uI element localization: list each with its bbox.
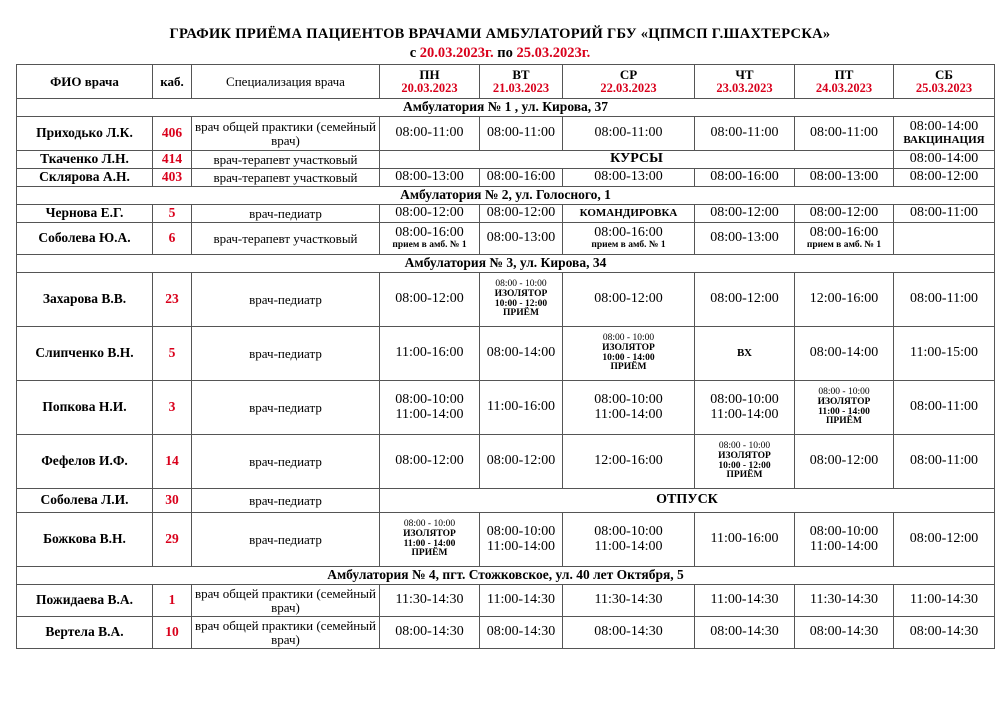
- table-row: [17, 585, 995, 617]
- table-row: [17, 381, 995, 435]
- cell-wed: [563, 327, 695, 381]
- cell-sat: [894, 223, 995, 255]
- section-row: [17, 255, 995, 273]
- cell-mon: 08:00-12:00: [380, 205, 480, 223]
- specialization: врач общей практики (семейный врач): [192, 617, 380, 649]
- cell-mon: [380, 223, 480, 255]
- cell-tue: 08:00-13:00: [480, 223, 563, 255]
- section-title: Амбулатория № 3, ул. Кирова, 34: [17, 255, 995, 273]
- cell-line: 10:00 - 12:00: [718, 460, 771, 471]
- cell-line: 10:00 - 14:00: [602, 352, 655, 363]
- table-row: [17, 117, 995, 151]
- cell-fri: [795, 381, 894, 435]
- cell-sat: 08:00-11:00: [894, 381, 995, 435]
- cell-sat: 08:00-11:00: [894, 205, 995, 223]
- col-header-wed: [563, 65, 695, 99]
- cabinet-number: 5: [153, 327, 192, 381]
- specialization: врач-педиатр: [192, 205, 380, 223]
- cell-line: 08:00-10:00: [809, 523, 879, 539]
- cell-mon: 08:00-11:00: [380, 117, 480, 151]
- cell-mon: 11:00-16:00: [380, 327, 480, 381]
- doctor-name: Вертела В.А.: [17, 617, 153, 649]
- cell-line: ИЗОЛЯТОР: [602, 342, 655, 353]
- cell-line: 10:00 - 12:00: [494, 298, 548, 309]
- cell-fri: 12:00-16:00: [795, 273, 894, 327]
- cell-line: 08:00 - 10:00: [495, 278, 547, 289]
- cell-thu: 08:00-16:00: [695, 169, 795, 187]
- cell-sat: 08:00-12:00: [894, 169, 995, 187]
- cell-thu: 11:00-14:30: [695, 585, 795, 617]
- cell-sat: 11:00-14:30: [894, 585, 995, 617]
- table-row: [17, 327, 995, 381]
- cell-line: ПРИЁМ: [610, 362, 647, 373]
- doctor-name: Чернова Е.Г.: [17, 205, 153, 223]
- section-row: [17, 99, 995, 117]
- cell-wed: 11:30-14:30: [563, 585, 695, 617]
- cell-tue: 08:00-16:00: [480, 169, 563, 187]
- period-to-date: 25.03.2023г.: [516, 45, 591, 61]
- cabinet-number: 23: [153, 273, 192, 327]
- cell-line: 11:00-14:00: [810, 538, 878, 554]
- cell-tue: 08:00-11:00: [480, 117, 563, 151]
- cell-fri: 08:00-14:30: [795, 617, 894, 649]
- day-label: СР: [619, 66, 638, 82]
- table-row: [17, 205, 995, 223]
- merged-status: КУРСЫ: [380, 151, 894, 169]
- cabinet-number: 10: [153, 617, 192, 649]
- cell-wed: 08:00-12:00: [563, 273, 695, 327]
- cell-fri: 08:00-13:00: [795, 169, 894, 187]
- specialization: врач-терапевт участковый: [192, 169, 380, 187]
- table-row: [17, 617, 995, 649]
- cell-thu: 08:00-12:00: [695, 205, 795, 223]
- cell-tue: 08:00-12:00: [480, 435, 563, 489]
- specialization: врач-терапевт участковый: [192, 151, 380, 169]
- cabinet-number: 29: [153, 513, 192, 567]
- col-header-fri: [795, 65, 894, 99]
- cell-mon: 08:00-12:00: [380, 273, 480, 327]
- cell-line: 08:00-10:00: [594, 391, 663, 407]
- cell-line: ИЗОЛЯТОР: [817, 396, 871, 407]
- specialization: врач-педиатр: [192, 489, 380, 513]
- cell-fri: 08:00-12:00: [795, 435, 894, 489]
- cell-thu: 08:00-14:30: [695, 617, 795, 649]
- cell-note: прием в амб. № 1: [591, 239, 666, 250]
- cell-fri: 11:30-14:30: [795, 585, 894, 617]
- cell-sat: 08:00-14:00: [894, 151, 995, 169]
- cabinet-number: 403: [153, 169, 192, 187]
- cell-tue: 11:00-14:30: [480, 585, 563, 617]
- period-from-date: 20.03.2023г.: [419, 45, 494, 61]
- cell-sat: 08:00-14:30: [894, 617, 995, 649]
- cell-line: 11:00 - 14:00: [403, 538, 456, 549]
- cell-thu: 11:00-16:00: [695, 513, 795, 567]
- cell-thu: 08:00-11:00: [695, 117, 795, 151]
- cell-line: 08:00 - 10:00: [718, 440, 771, 451]
- cell-tue: 08:00-14:30: [480, 617, 563, 649]
- table-row: [17, 151, 995, 169]
- header-row: [17, 65, 995, 99]
- cell-wed: 08:00-14:30: [563, 617, 695, 649]
- specialization: врач общей практики (семейный врач): [192, 585, 380, 617]
- cell-thu: [695, 435, 795, 489]
- cell-sat: 11:00-15:00: [894, 327, 995, 381]
- col-header-thu: [695, 65, 795, 99]
- cell-tue: 08:00-12:00: [480, 205, 563, 223]
- cabinet-number: 5: [153, 205, 192, 223]
- col-header-cab: каб.: [153, 65, 192, 99]
- specialization: врач-педиатр: [192, 513, 380, 567]
- day-date: 25.03.2023: [915, 81, 973, 96]
- doctor-name: Соболева Ю.А.: [17, 223, 153, 255]
- cell-fri: 08:00-11:00: [795, 117, 894, 151]
- cell-sat: 08:00-11:00: [894, 273, 995, 327]
- period-to-word: по: [497, 45, 513, 61]
- section-title: Амбулатория № 2, ул. Голосного, 1: [17, 187, 995, 205]
- cell-time: 08:00-16:00: [594, 225, 663, 241]
- cell-line: 08:00 - 10:00: [602, 332, 655, 343]
- cell-fri: 08:00-14:00: [795, 327, 894, 381]
- day-date: 22.03.2023: [600, 81, 657, 96]
- cell-wed: [563, 513, 695, 567]
- cell-line: 11:00-14:00: [487, 538, 555, 554]
- cell-wed: [563, 381, 695, 435]
- doctor-name: Пожидаева В.А.: [17, 585, 153, 617]
- doctor-name: Фефелов И.Ф.: [17, 435, 153, 489]
- cell-tue: [480, 513, 563, 567]
- cell-fri: 08:00-12:00: [795, 205, 894, 223]
- cabinet-number: 14: [153, 435, 192, 489]
- cell-thu: 08:00-12:00: [695, 273, 795, 327]
- day-label: ЧТ: [735, 66, 754, 82]
- cell-line: 08:00 - 10:00: [403, 518, 456, 529]
- doctor-name: Приходько Л.К.: [17, 117, 153, 151]
- table-row: [17, 273, 995, 327]
- cabinet-number: 6: [153, 223, 192, 255]
- cabinet-number: 414: [153, 151, 192, 169]
- cell-wed: [563, 223, 695, 255]
- specialization: врач-педиатр: [192, 435, 380, 489]
- doctor-name: Слипченко В.Н.: [17, 327, 153, 381]
- cell-mon: [380, 513, 480, 567]
- cell-time: 08:00-14:00: [909, 119, 979, 135]
- cell-mon: 08:00-14:30: [380, 617, 480, 649]
- cell-line: ПРИЁМ: [826, 416, 862, 427]
- cell-line: 08:00-10:00: [486, 523, 556, 539]
- cell-line: ИЗОЛЯТОР: [718, 450, 771, 461]
- cabinet-number: 30: [153, 489, 192, 513]
- cell-line: ИЗОЛЯТОР: [494, 288, 548, 299]
- section-title: Амбулатория № 4, пгт. Стожковское, ул. 40 лет Октября, 5: [17, 567, 995, 585]
- col-header-spec: Специализация врача: [192, 65, 380, 99]
- doctor-name: Захарова В.В.: [17, 273, 153, 327]
- cell-line: 11:00-14:00: [594, 406, 663, 422]
- cell-line: 11:00-14:00: [395, 406, 464, 422]
- cell-line: ПРИЁМ: [726, 470, 763, 481]
- cell-note: прием в амб. № 1: [806, 239, 882, 250]
- col-header-mon: [380, 65, 480, 99]
- day-label: ПН: [419, 66, 440, 82]
- cell-thu: [695, 381, 795, 435]
- cell-wed: 08:00-13:00: [563, 169, 695, 187]
- cell-sat: 08:00-12:00: [894, 513, 995, 567]
- cell-line: ПРИЁМ: [503, 308, 539, 319]
- section-title: Амбулатория № 1 , ул. Кирова, 37: [17, 99, 995, 117]
- doctor-name: Ткаченко Л.Н.: [17, 151, 153, 169]
- cell-sat: [894, 117, 995, 151]
- col-header-name: ФИО врача: [17, 65, 153, 99]
- cell-thu: ВХ: [695, 327, 795, 381]
- cell-time: 08:00-16:00: [809, 225, 879, 241]
- cell-fri: [795, 513, 894, 567]
- cell-line: 08:00-10:00: [395, 391, 464, 407]
- col-header-sat: [894, 65, 995, 99]
- table-row: [17, 513, 995, 567]
- cell-sat: 08:00-11:00: [894, 435, 995, 489]
- cell-mon: 08:00-12:00: [380, 435, 480, 489]
- cell-line: 08:00-10:00: [710, 391, 779, 407]
- day-date: 23.03.2023: [716, 81, 773, 96]
- cell-line: 08:00-10:00: [594, 523, 663, 539]
- specialization: врач-терапевт участковый: [192, 223, 380, 255]
- cell-note: прием в амб. № 1: [392, 239, 467, 250]
- cell-tue: 11:00-16:00: [480, 381, 563, 435]
- doctor-name: Склярова А.Н.: [17, 169, 153, 187]
- cabinet-number: 3: [153, 381, 192, 435]
- cell-tue: 08:00-14:00: [480, 327, 563, 381]
- specialization: врач-педиатр: [192, 381, 380, 435]
- cell-line: ПРИЁМ: [411, 548, 448, 559]
- schedule-table: [16, 64, 995, 649]
- table-row: [17, 169, 995, 187]
- schedule-title: ГРАФИК ПРИЁМА ПАЦИЕНТОВ ВРАЧАМИ АМБУЛАТОРИЙ ГБУ «ЦПМСП Г.ШАХТЕРСКА»: [169, 26, 831, 42]
- doctor-name: Соболева Л.И.: [17, 489, 153, 513]
- day-date: 24.03.2023: [815, 81, 873, 96]
- cell-mon: 08:00-13:00: [380, 169, 480, 187]
- specialization: врач общей практики (семейный врач): [192, 117, 380, 151]
- cell-mon: 11:30-14:30: [380, 585, 480, 617]
- cell-note: ВАКЦИНАЦИЯ: [903, 134, 985, 147]
- section-row: [17, 187, 995, 205]
- day-label: СБ: [935, 66, 953, 82]
- cell-mon: [380, 381, 480, 435]
- cell-line: 11:00-14:00: [594, 538, 663, 554]
- merged-status: ОТПУСК: [380, 489, 995, 513]
- specialization: врач-педиатр: [192, 273, 380, 327]
- day-label: ПТ: [834, 66, 854, 82]
- col-header-tue: [480, 65, 563, 99]
- cell-time: 08:00-16:00: [395, 225, 464, 241]
- cell-wed: 12:00-16:00: [563, 435, 695, 489]
- doctor-name: Божкова В.Н.: [17, 513, 153, 567]
- specialization: врач-педиатр: [192, 327, 380, 381]
- cell-line: 08:00 - 10:00: [818, 386, 870, 397]
- cell-line: 11:00-14:00: [710, 406, 779, 422]
- cell-fri: [795, 223, 894, 255]
- day-date: 21.03.2023: [492, 81, 550, 96]
- cell-thu: 08:00-13:00: [695, 223, 795, 255]
- table-row: [17, 435, 995, 489]
- cabinet-number: 406: [153, 117, 192, 151]
- period-from-word: с: [409, 45, 417, 61]
- cell-tue: [480, 273, 563, 327]
- section-row: [17, 567, 995, 585]
- cell-wed: 08:00-11:00: [563, 117, 695, 151]
- cell-line: 11:00 - 14:00: [818, 406, 870, 417]
- cell-line: ИЗОЛЯТОР: [403, 528, 456, 539]
- doctor-name: Попкова Н.И.: [17, 381, 153, 435]
- day-label: ВТ: [512, 66, 530, 82]
- table-row: [17, 223, 995, 255]
- cell-wed: КОМАНДИРОВКА: [563, 205, 695, 223]
- cabinet-number: 1: [153, 585, 192, 617]
- schedule-period: [0, 45, 1000, 62]
- table-row: [17, 489, 995, 513]
- day-date: 20.03.2023: [401, 81, 458, 96]
